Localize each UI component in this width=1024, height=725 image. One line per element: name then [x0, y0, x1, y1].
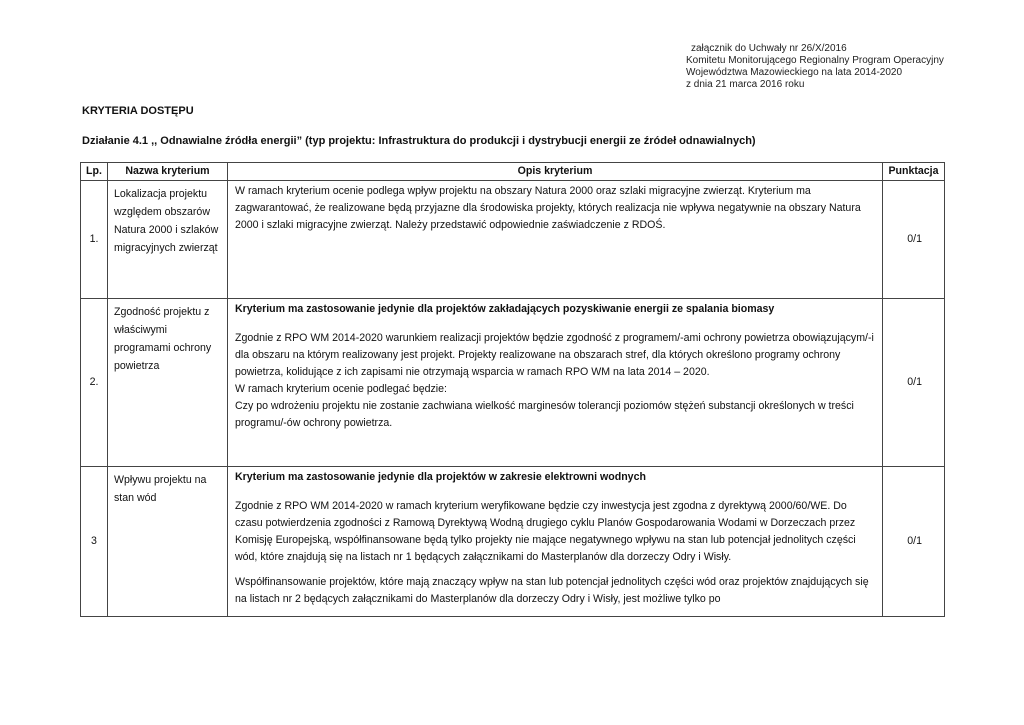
- description-condition: Kryterium ma zastosowanie jedynie dla projektów w zakresie elektrowni wodnych: [235, 471, 646, 483]
- description-text: W ramach kryterium ocenie podlega wpływ projektu na obszary Natura 2000 oraz szlaki migracyjne zwierząt. Kryterium ma zagwarantować, że realizowane będą przyjazne dla środowiska projekty, których realizacja nie wpływa negatywnie na obszary Natura 2000 i szlaki migracyjne zwierząt. Należy przedstawić odpowiednie zaświadczenie z RDOŚ.: [235, 185, 861, 231]
- header-name: Nazwa kryterium: [108, 163, 228, 181]
- header-points: Punktacja: [883, 163, 945, 181]
- criterion-description: [228, 467, 883, 617]
- criterion-description: [228, 181, 883, 299]
- action-title: Działanie 4.1 ,, Odnawialne źródła energii” (typ projektu: Infrastruktura do produkcji i dystrybucji energii ze źródeł odnawialnych): [82, 135, 756, 147]
- attachment-note-line: z dnia 21 marca 2016 roku: [686, 79, 805, 90]
- criterion-points: 0/1: [883, 467, 945, 617]
- header-lp: Lp.: [81, 163, 108, 181]
- criterion-name: Lokalizacja projektu względem obszarów Natura 2000 i szlaków migracyjnych zwierząt: [108, 181, 228, 299]
- row-number: 3: [81, 467, 108, 617]
- attachment-note-line: Województwa Mazowieckiego na lata 2014-2020: [686, 67, 903, 78]
- criterion-description: [228, 299, 883, 467]
- attachment-note-line: załącznik do Uchwały nr 26/X/2016: [691, 43, 847, 54]
- criterion-name: Zgodność projektu z właściwymi programami ochrony powietrza: [108, 299, 228, 467]
- row-number: 1.: [81, 181, 108, 299]
- description-text: W ramach kryterium ocenie podlegać będzie:: [235, 383, 447, 395]
- attachment-note-line: Komitetu Monitorującego Regionalny Program Operacyjny: [686, 55, 944, 66]
- description-text: Współfinansowanie projektów, które mają znaczący wpływ na stan lub potencjał jednolitych części wód oraz projektów znajdujących się na listach nr 2 będących załącznikami do Masterplanów dla dorzeczy Odry i Wisły, jest możliwe tylko po: [235, 576, 869, 605]
- criterion-points: 0/1: [883, 299, 945, 467]
- table-row: [81, 299, 945, 467]
- table-row: [81, 467, 945, 617]
- description-text: Czy po wdrożeniu projektu nie zostanie zachwiana wielkość marginesów tolerancji poziomów stężeń substancji określonych w treści programu/-ów ochrony powietrza.: [235, 400, 854, 429]
- criteria-table: [80, 162, 945, 617]
- header-desc: Opis kryterium: [228, 163, 883, 181]
- table-header-row: [81, 163, 945, 181]
- section-title: KRYTERIA DOSTĘPU: [82, 105, 194, 117]
- attachment-note: [686, 43, 944, 91]
- criterion-points: 0/1: [883, 181, 945, 299]
- description-condition: Kryterium ma zastosowanie jedynie dla projektów zakładających pozyskiwanie energii ze spalania biomasy: [235, 303, 775, 315]
- table-row: [81, 181, 945, 299]
- criterion-name: Wpływu projektu na stan wód: [108, 467, 228, 617]
- description-text: Zgodnie z RPO WM 2014-2020 w ramach kryterium weryfikowane będzie czy inwestycja jest zgodna z dyrektywą 2000/60/WE. Do czasu potwierdzenia zgodności z Ramową Dyrektywą Wodną drugiego cyklu Planów Gospodarowania Wodami w Dorzeczach przez Komisję Europejską, współfinansowane będą tylko projekty nie mające negatywnego wpływu na stan lub potencjał jednolitych części wód, które znajdują się na listach nr 1 będących załącznikami do Masterplanów dla dorzeczy Odry i Wisły.: [235, 500, 856, 563]
- description-text: Zgodnie z RPO WM 2014-2020 warunkiem realizacji projektów będzie zgodność z programem/-ami ochrony powietrza obowiązującym/-i dla obszaru na którym realizowany jest projekt. Projekty realizowane na obszarach stref, dla których określono programy ochrony powietrza, kolidujące z ich zapisami nie otrzymają wsparcia w ramach RPO WM na lata 2014 – 2020.: [235, 332, 874, 378]
- row-number: 2.: [81, 299, 108, 467]
